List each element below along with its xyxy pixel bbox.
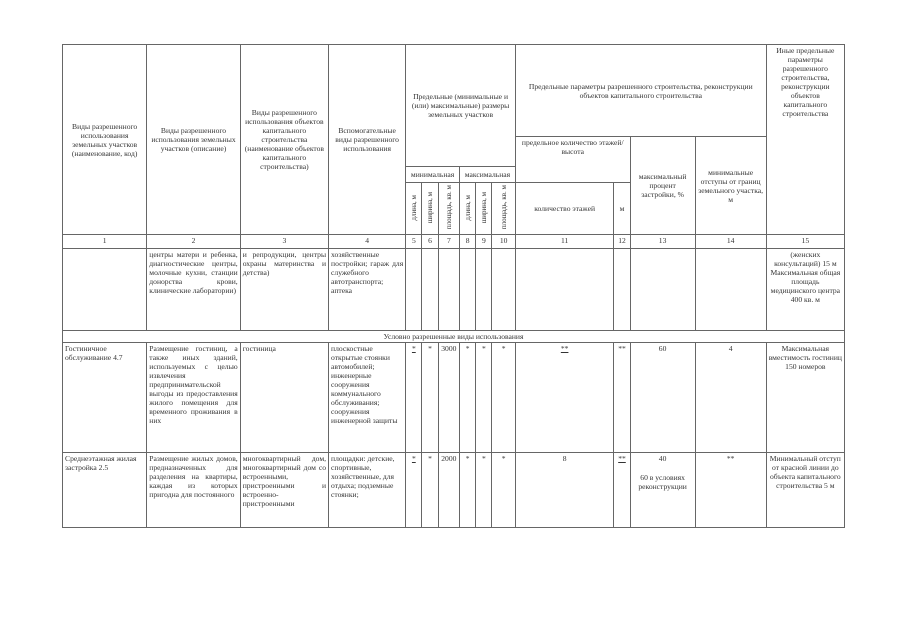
continuation-other-a: (женских консультаций) 15 м: [774, 250, 837, 268]
column-number: 15: [766, 235, 844, 249]
row-height: **: [614, 453, 630, 528]
column-number: 12: [614, 235, 630, 249]
row-height: **: [614, 343, 630, 453]
row-min-area: 3000: [438, 343, 459, 453]
column-number: 10: [492, 235, 515, 249]
row-min-length: *: [406, 343, 422, 453]
row-other: Максимальная вместимость гостиниц 150 номеров: [766, 343, 844, 453]
row-max-length: *: [460, 343, 476, 453]
column-number: 2: [147, 235, 240, 249]
table-row: [63, 453, 845, 528]
row-min-length: *: [406, 453, 422, 528]
column-number: 8: [460, 235, 476, 249]
header-land-use-description: Виды разрешенного использования земельных участков (описание): [147, 45, 240, 235]
header-meters: м: [614, 183, 630, 235]
table-row: [63, 343, 845, 453]
row-min-setback: 4: [695, 343, 766, 453]
column-numbers-row: [63, 235, 845, 249]
row-other: Минимальный отступ от красной линии до объекта капитального строительства 5 м: [766, 453, 844, 528]
row-description: Размещение гостиниц, а также иных зданий, используемых с целью извлечения предпринимательской выгоды из предоставления жилого помещения для временного проживания в них: [147, 343, 240, 453]
header-plot-sizes: Предельные (минимальные и (или) максимальные) размеры земельных участков: [406, 45, 516, 167]
section-title: Условно разрешенные виды использования: [63, 331, 845, 343]
header-max-width: ширина, м: [479, 191, 488, 224]
column-number: 4: [329, 235, 406, 249]
header-max-percent: максимальный процент застройки, %: [630, 137, 695, 235]
row-auxiliary: площадки: детские, спортивные, хозяйственные, для отдыха; подземные стоянки;: [329, 453, 406, 528]
row-max-area: *: [492, 343, 515, 453]
column-number: 5: [406, 235, 422, 249]
continuation-objects: и репродукции, центры охраны материнства и детства): [240, 249, 328, 331]
header-floors-height: предельное количество этажей/высота: [515, 137, 630, 183]
row-min-width: *: [422, 343, 438, 453]
row-max-length: *: [460, 453, 476, 528]
column-number: 14: [695, 235, 766, 249]
header-min-setback: минимальные отступы от границ земельного участка, м: [695, 137, 766, 235]
header-min-width: ширина, м: [426, 191, 435, 224]
row-min-setback: **: [695, 453, 766, 528]
row-code: Среднеэтажная жилая застройка 2.5: [63, 453, 147, 528]
row-objects: гостиница: [240, 343, 328, 453]
row-max-area: *: [492, 453, 515, 528]
header-capital-objects: Виды разрешенного использования объектов капитального строительства (наименование объектов капитального строительства): [240, 45, 328, 235]
row-max-width: *: [476, 343, 492, 453]
row-max-percent-reconstruction: 60 в условиях реконструкции: [638, 473, 687, 491]
header-auxiliary-uses: Вспомогательные виды разрешенного использования: [329, 45, 406, 235]
row-max-percent: 40: [658, 454, 667, 463]
header-minimal: минимальная: [406, 167, 460, 183]
row-code: Гостиничное обслуживание 4.7: [63, 343, 147, 453]
row-description: Размещение жилых домов, предназначенных для разделения на квартиры, каждая из которых пригодна для постоянного: [147, 453, 240, 528]
column-number: 9: [476, 235, 492, 249]
header-max-area: площадь, кв. м: [499, 185, 508, 230]
row-min-area: 2000: [438, 453, 459, 528]
continuation-row: [63, 249, 845, 331]
land-use-table: [62, 44, 845, 528]
header-min-length: длина, м: [409, 194, 418, 221]
header-max-length: длина, м: [463, 194, 472, 221]
header-construction-params: Предельные параметры разрешенного строительства, реконструкции объектов капитального строительства: [515, 45, 766, 137]
column-number: 1: [63, 235, 147, 249]
header-floors-count: количество этажей: [515, 183, 613, 235]
column-number: 11: [515, 235, 613, 249]
row-auxiliary: плоскостные открытые стоянки автомобилей; инженерные сооружения коммунального обслуживания; сооружения инженерной защиты: [329, 343, 406, 453]
column-number: 13: [630, 235, 695, 249]
header-min-area: площадь, кв. м: [444, 185, 453, 230]
continuation-other-b: Максимальная общая площадь медицинского центра 400 кв. м: [770, 268, 841, 304]
header-other-params: Иные предельные параметры разрешенного строительства, реконструкции объектов капитального строительства: [766, 45, 844, 235]
row-floors: **: [515, 343, 613, 453]
column-number: 3: [240, 235, 328, 249]
column-number: 7: [438, 235, 459, 249]
column-number: 6: [422, 235, 438, 249]
row-objects: многоквартирный дом, многоквартирный дом со встроенными, пристроенными и встроенно-пристроенными: [240, 453, 328, 528]
row-max-percent: 60: [630, 343, 695, 453]
header-land-use-code: Виды разрешенного использования земельных участков (наименование, код): [63, 45, 147, 235]
header-maximal: максимальная: [460, 167, 516, 183]
continuation-auxiliary: хозяйственные постройки; гараж для служебного автотранспорта; аптека: [329, 249, 406, 331]
row-min-width: *: [422, 453, 438, 528]
continuation-description: центры матери и ребенка, диагностические центры, молочные кухни, станции донорства крови, клинические лаборатории): [147, 249, 240, 331]
row-floors: 8: [515, 453, 613, 528]
row-max-width: *: [476, 453, 492, 528]
